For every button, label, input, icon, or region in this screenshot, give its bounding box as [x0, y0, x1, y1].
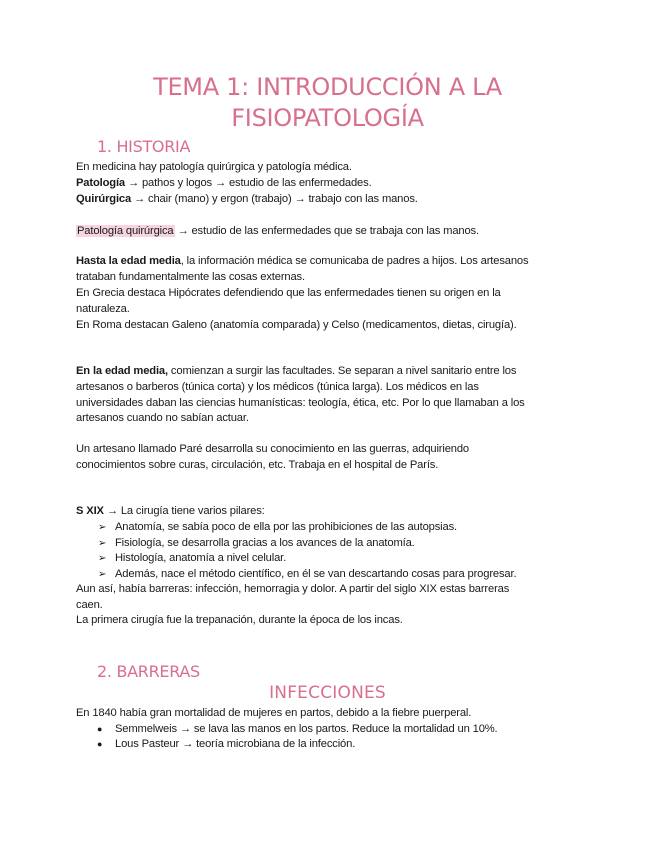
paragraph: Aun así, había barreras: infección, hemorragia y dolor. A partir del siglo XIX estas barreras	[76, 583, 510, 595]
paragraph: En Grecia destaca Hipócrates defendiendo que las enfermedades tienen su origen en la	[76, 287, 501, 299]
paragraph: trataban fundamentalmente las cosas externas.	[76, 271, 305, 283]
paragraph: caen.	[76, 599, 103, 611]
paragraph: Patología quirúrgica → estudio de las enfermedades que se trabaja con las manos.	[77, 225, 479, 237]
list-item: Histología, anatomía a nivel celular.	[115, 552, 287, 564]
section-heading-barreras: 2. BARRERAS	[97, 662, 200, 681]
arrow-bullet-icon: ➢	[98, 522, 107, 533]
arrow-bullet-icon: ➢	[98, 569, 107, 580]
paragraph: Quirúrgica → chair (mano) y ergon (trabajo) → trabajo con las manos.	[76, 193, 418, 205]
bold-term: Quirúrgica	[76, 193, 132, 205]
bullet-dot-icon: ●	[97, 724, 103, 734]
bold-term: En la edad media,	[76, 365, 168, 377]
paragraph: En la edad media, comienzan a surgir las facultades. Se separan a nivel sanitario entre los	[76, 365, 517, 377]
arrow-bullet-icon: ➢	[98, 553, 107, 564]
bold-term: S XIX	[76, 505, 104, 517]
paragraph: Patología → pathos y logos → estudio de las enfermedades.	[76, 177, 372, 189]
paragraph: S XIX → La cirugía tiene varios pilares:	[76, 505, 265, 517]
paragraph: La primera cirugía fue la trepanación, durante la época de los incas.	[76, 614, 403, 626]
list-item: Lous Pasteur → teoría microbiana de la infección.	[115, 738, 356, 750]
paragraph: naturaleza.	[76, 303, 130, 315]
section-heading-historia: 1. HISTORIA	[97, 137, 191, 156]
paragraph: En medicina hay patología quirúrgica y patología médica.	[76, 161, 352, 173]
paragraph: Un artesano llamado Paré desarrolla su conocimiento en las guerras, adquiriendo	[76, 443, 469, 455]
paragraph: En Roma destacan Galeno (anatomía comparada) y Celso (medicamentos, dietas, cirugía).	[76, 319, 517, 331]
paragraph: artesanos o barberos (túnica corta) y los médicos (túnica larga). Los médicos en las	[76, 381, 479, 393]
arrow-bullet-icon: ➢	[98, 538, 107, 549]
paragraph: universidades daban las ciencias humanísticas: teología, ética, etc. Por lo que llamaban a los	[76, 397, 525, 409]
list-item: Además, nace el método científico, en él se van descartando cosas para progresar.	[115, 568, 517, 580]
paragraph: conocimientos sobre curas, circulación, etc. Trabaja en el hospital de París.	[76, 459, 439, 471]
highlighted-term: Patología quirúrgica	[77, 225, 174, 237]
list-item: Semmelweis → se lava las manos en los partos. Reduce la mortalidad un 10%.	[115, 723, 498, 735]
page-title-line2: FISIOPATOLOGÍA	[231, 104, 424, 132]
bullet-dot-icon: ●	[97, 739, 103, 749]
list-item: Fisiología, se desarrolla gracias a los avances de la anatomía.	[115, 537, 415, 549]
bold-term: Hasta la edad media	[76, 255, 181, 267]
subsection-heading-infecciones: INFECCIONES	[269, 683, 386, 703]
page-title-line1: TEMA 1: INTRODUCCIÓN A LA	[153, 73, 502, 101]
bold-term: Patología	[76, 177, 125, 189]
paragraph: En 1840 había gran mortalidad de mujeres en partos, debido a la fiebre puerperal.	[76, 707, 472, 719]
paragraph: artesanos cuando no sabían actuar.	[76, 412, 249, 424]
list-item: Anatomía, se sabía poco de ella por las prohibiciones de las autopsias.	[115, 521, 457, 533]
paragraph: Hasta la edad media, la información médica se comunicaba de padres a hijos. Los artesanos	[76, 255, 529, 267]
